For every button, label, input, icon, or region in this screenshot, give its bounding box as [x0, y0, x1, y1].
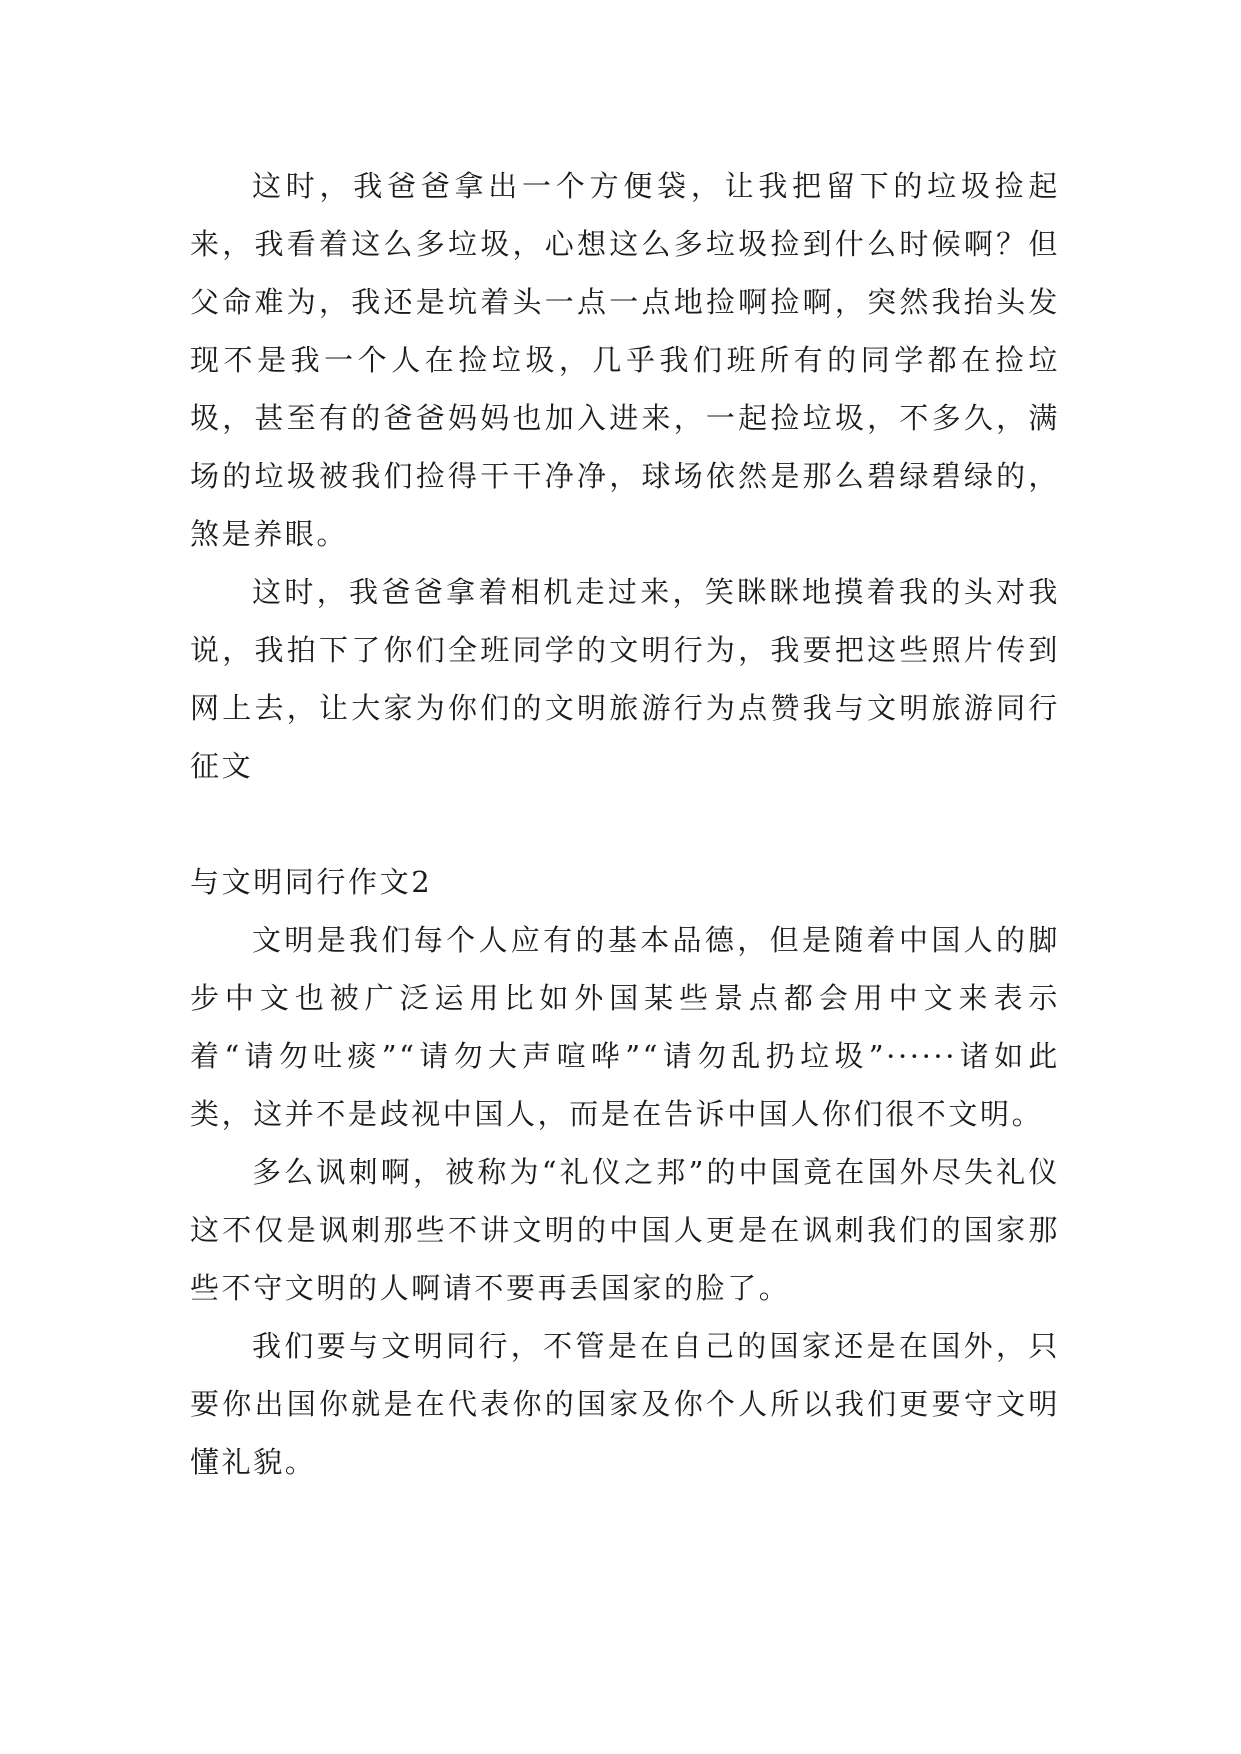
body-paragraph: 我们要与文明同行，不管是在自己的国家还是在国外，只要你出国你就是在代表你的国家及你个人所以我们更要守文明懂礼貌。 [190, 1329, 1060, 1479]
body-paragraph: 这时，我爸爸拿着相机走过来，笑眯眯地摸着我的头对我说，我拍下了你们全班同学的文明行为，我要把这些照片传到网上去，让大家为你们的文明旅游行为点赞我与文明旅游同行征文 [190, 575, 1060, 783]
body-paragraph: 多么讽刺啊，被称为“礼仪之邦”的中国竟在国外尽失礼仪这不仅是讽刺那些不讲文明的中国人更是在讽刺我们的国家那些不守文明的人啊请不要再丢国家的脸了。 [190, 1155, 1060, 1305]
section-heading: 与文明同行作文2 [190, 865, 433, 899]
body-paragraph: 这时，我爸爸拿出一个方便袋，让我把留下的垃圾捡起来，我看着这么多垃圾，心想这么多垃圾捡到什么时候啊？但父命难为，我还是坑着头一点一点地捡啊捡啊，突然我抬头发现不是我一个人在捡垃圾，几乎我们班所有的同学都在捡垃圾，甚至有的爸爸妈妈也加入进来，一起捡垃圾，不多久，满场的垃圾被我们捡得干干净净，球场依然是那么碧绿碧绿的，煞是养眼。 [190, 169, 1060, 551]
document-page [190, 157, 1060, 1491]
body-paragraph: 文明是我们每个人应有的基本品德，但是随着中国人的脚步中文也被广泛运用比如外国某些景点都会用中文来表示着“请勿吐痰”“请勿大声喧哗”“请勿乱扔垃圾”······诸如此类，这并不是歧视中国人，而是在告诉中国人你们很不文明。 [190, 923, 1060, 1131]
